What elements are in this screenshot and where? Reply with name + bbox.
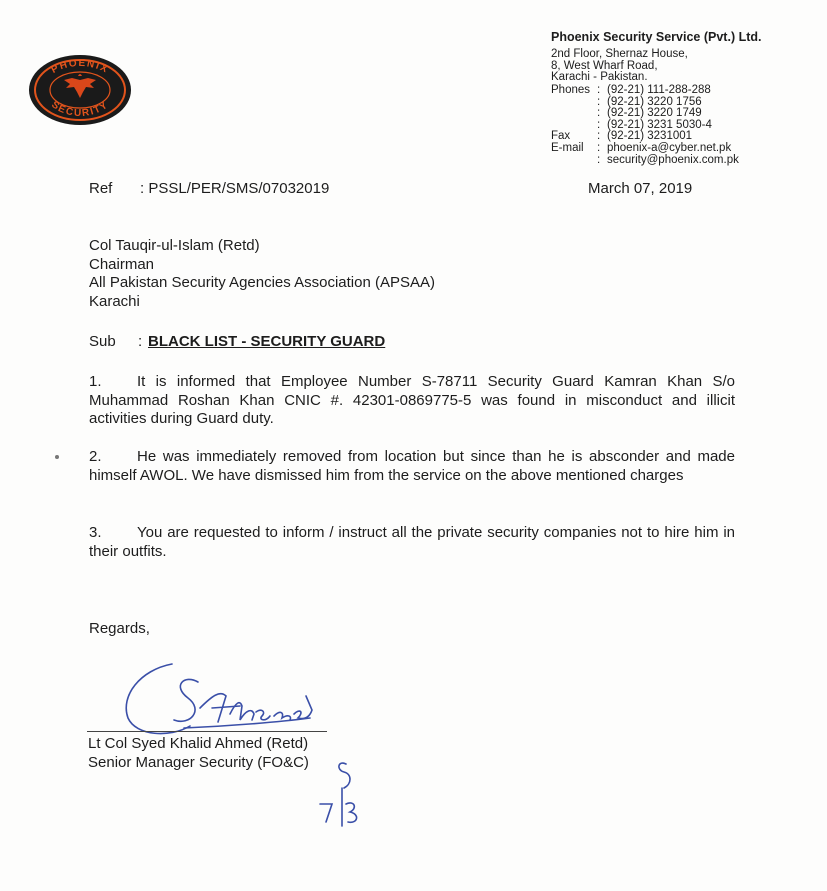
scan-speck xyxy=(55,455,59,459)
contact-sep: : xyxy=(597,118,601,131)
address-line: 2nd Floor, Shernaz House, xyxy=(551,48,688,60)
recipient-block xyxy=(89,237,435,311)
contact-value: (92-21) 3220 1756 xyxy=(607,95,702,108)
paragraph-number: 1. xyxy=(89,373,102,390)
contact-value: (92-21) 3231001 xyxy=(607,130,693,143)
address-line: Karachi - Pakistan. xyxy=(551,71,648,84)
contact-value: (92-21) 3231 5030-4 xyxy=(607,118,712,131)
paragraph-text: He was immediately removed from location but since than he is absconder and made himself AWOL. We have dismissed him from the service on the above mentioned charges xyxy=(89,448,735,484)
signature-line xyxy=(87,731,327,732)
paragraph-2 xyxy=(89,448,735,485)
contact-label xyxy=(551,155,597,167)
contact-value: (92-21) 111-288-288 xyxy=(607,84,711,96)
signer-title: Senior Manager Security (FO&C) xyxy=(88,753,309,771)
paragraph-3 xyxy=(89,524,735,561)
recipient-line: Chairman xyxy=(89,255,155,273)
contact-sep: : xyxy=(597,141,601,154)
contact-sep: : xyxy=(597,130,601,143)
contact-label xyxy=(551,97,597,109)
contact-label: Phones xyxy=(551,84,591,96)
contact-value: phoenix-a@cyber.net.pk xyxy=(607,141,732,154)
contact-sep: : xyxy=(597,107,601,120)
letter-date: March 07, 2019 xyxy=(588,180,693,197)
contact-row xyxy=(551,85,739,97)
contact-row xyxy=(551,143,739,155)
signer-name: Lt Col Syed Khalid Ahmed (Retd) xyxy=(88,735,309,752)
contact-label: Fax xyxy=(551,130,571,143)
paragraph-text: You are requested to inform / instruct all the private security companies not to hire him in their outfits. xyxy=(89,524,735,560)
address-line: 8, West Wharf Road, xyxy=(551,59,658,72)
contact-details xyxy=(551,85,739,166)
contact-value: security@phoenix.com.pk xyxy=(607,153,739,166)
paragraph-number: 3. xyxy=(89,524,102,541)
contact-label xyxy=(551,108,597,120)
contact-sep: : xyxy=(597,84,601,96)
company-address xyxy=(551,49,688,84)
ref-number: : PSSL/PER/SMS/07032019 xyxy=(140,180,330,197)
subject-label xyxy=(89,333,116,352)
contact-row xyxy=(551,155,739,167)
signer-block xyxy=(88,735,309,772)
logo-text-bottom: SECURITY xyxy=(49,99,111,120)
contact-value: (92-21) 3220 1749 xyxy=(607,107,702,120)
subject-title: BLACK LIST - SECURITY GUARD xyxy=(148,333,386,350)
contact-sep: : xyxy=(597,153,601,166)
recipient-line: Col Tauqir-ul-Islam (Retd) xyxy=(89,237,260,254)
closing-regards: Regards, xyxy=(89,620,150,637)
contact-sep: : xyxy=(597,95,601,108)
company-name: Phoenix Security Service (Pvt.) Ltd. xyxy=(551,30,762,44)
subject-label-text: Sub xyxy=(89,333,116,350)
contact-label: E-mail xyxy=(551,141,584,154)
paragraph-number: 2. xyxy=(89,448,102,465)
ref-label: Ref xyxy=(89,180,113,197)
paragraph-1 xyxy=(89,373,735,429)
logo-text-top: PHOENIX xyxy=(49,57,111,76)
recipient-line: All Pakistan Security Agencies Association (APSAA) xyxy=(89,274,435,292)
recipient-line: Karachi xyxy=(89,292,140,310)
subject-separator: : xyxy=(138,333,143,350)
phoenix-security-logo xyxy=(28,54,132,126)
paragraph-text: It is informed that Employee Number S-78711 Security Guard Kamran Khan S/o Muhammad Roshan Khan CNIC #. 42301-0869775-5 was found in misconduct and illicit activities during Guard duty. xyxy=(89,373,735,428)
